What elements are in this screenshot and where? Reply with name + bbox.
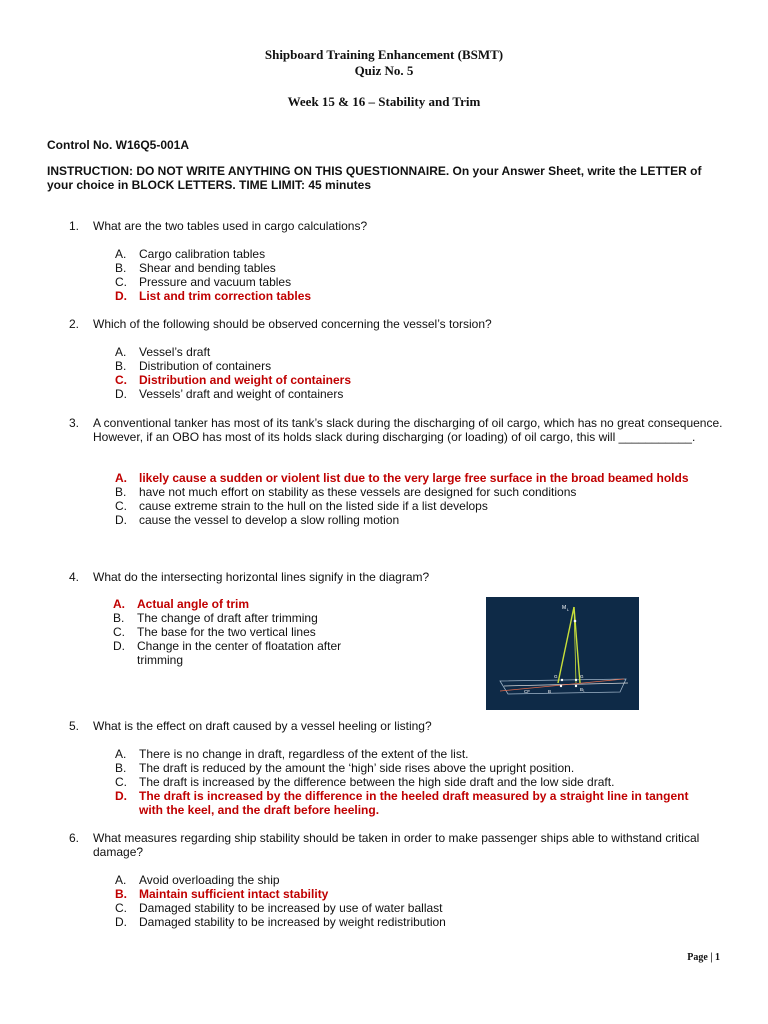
option-b <box>115 261 715 275</box>
option-letter: C. <box>115 275 127 289</box>
option-text: The draft is increased by the difference in the heeled draft measured by a straight line in tangent with the keel, and the draft before heeling. <box>139 789 689 817</box>
question-text: A conventional tanker has most of its tank’s slack during the discharging of oil cargo, which has no great consequence. However, if an OBO has most of its holds slack during discharging (or loading) of oil cargo, this will ___________. <box>93 416 723 444</box>
control-number: Control No. W16Q5-001A <box>47 138 190 152</box>
trim-diagram <box>486 597 639 710</box>
week-topic: Week 15 & 16 – Stability and Trim <box>287 94 481 109</box>
question-2 <box>69 317 729 331</box>
question-number: 4. <box>69 570 80 584</box>
options-6 <box>115 873 715 929</box>
b-point <box>560 685 562 687</box>
m-label: M <box>562 605 567 611</box>
option-text: Vessels’ draft and weight of containers <box>139 387 344 401</box>
metacenter-point <box>574 620 577 623</box>
option-text: The draft is increased by the difference between the high side draft and the low side draft. <box>139 775 615 789</box>
option-letter: B. <box>115 261 127 275</box>
option-letter: D. <box>115 289 127 303</box>
question-1 <box>69 219 729 233</box>
option-d <box>115 387 715 401</box>
option-letter: A. <box>115 471 127 485</box>
option-a-correct <box>113 597 373 611</box>
l-label: L <box>567 608 569 612</box>
option-d <box>113 639 373 667</box>
b-label: B <box>548 689 552 694</box>
option-letter: A. <box>115 747 127 761</box>
option-text: Damaged stability to be increased by weight redistribution <box>139 915 446 929</box>
option-c-correct <box>115 373 715 387</box>
option-letter: B. <box>115 761 127 775</box>
option-letter: B. <box>115 887 127 901</box>
option-letter: C. <box>115 499 127 513</box>
option-c <box>113 625 373 639</box>
option-letter: A. <box>115 873 127 887</box>
g1-label: G <box>580 674 584 679</box>
question-number: 1. <box>69 219 80 233</box>
option-letter: A. <box>113 597 125 611</box>
option-b <box>115 761 715 775</box>
option-text: Avoid overloading the ship <box>139 873 280 887</box>
document-title: Shipboard Training Enhancement (BSMT) <box>264 47 504 62</box>
option-text: have not much effort on stability as these vessels are designed for such conditions <box>139 485 577 499</box>
question-text: What do the intersecting horizontal lines signify in the diagram? <box>93 570 430 584</box>
option-text: Cargo calibration tables <box>139 247 266 261</box>
options-4 <box>113 597 373 667</box>
option-d-correct <box>115 289 715 303</box>
option-letter: D. <box>113 639 125 653</box>
option-text: likely cause a sudden or violent list due to the very large free surface in the broad beamed holds <box>139 471 689 485</box>
question-6 <box>69 831 729 859</box>
g1-point <box>575 679 577 681</box>
option-d <box>115 513 715 527</box>
option-text: Actual angle of trim <box>137 597 250 611</box>
option-text: The base for the two vertical lines <box>137 625 316 639</box>
option-letter: C. <box>115 901 127 915</box>
question-number: 6. <box>69 831 80 845</box>
option-text: The draft is reduced by the amount the ‘high’ side rises above the upright position. <box>139 761 575 775</box>
question-text: What are the two tables used in cargo calculations? <box>93 219 368 233</box>
option-letter: B. <box>115 485 127 499</box>
question-text: What is the effect on draft caused by a vessel heeling or listing? <box>93 719 432 733</box>
options-5 <box>115 747 715 817</box>
b1-label: B₁ <box>580 687 585 692</box>
option-b <box>113 611 373 625</box>
options-3 <box>115 471 715 527</box>
option-b <box>115 359 715 373</box>
question-5 <box>69 719 729 733</box>
option-text: Change in the center of floatation after trimming <box>137 639 342 667</box>
options-1 <box>115 247 715 303</box>
option-a <box>115 345 715 359</box>
cf-label: CF <box>524 689 530 694</box>
option-letter: D. <box>115 513 127 527</box>
question-4 <box>69 570 729 584</box>
option-a <box>115 873 715 887</box>
option-text: Vessel’s draft <box>139 345 211 359</box>
question-number: 5. <box>69 719 80 733</box>
option-a-correct <box>115 471 715 485</box>
g-label: G <box>554 674 558 679</box>
option-letter: B. <box>115 359 127 373</box>
option-text: There is no change in draft, regardless of the extent of the list. <box>139 747 469 761</box>
option-text: Shear and bending tables <box>139 261 276 275</box>
quiz-number: Quiz No. 5 <box>354 63 414 78</box>
option-c <box>115 275 715 289</box>
option-letter: D. <box>115 789 127 803</box>
option-letter: C. <box>115 775 127 789</box>
instruction: INSTRUCTION: DO NOT WRITE ANYTHING ON THIS QUESTIONNAIRE. On your Answer Sheet, write the LETTER of your choice in BLOCK LETTERS. TIME LIMIT: 45 minutes <box>47 164 702 192</box>
option-text: cause the vessel to develop a slow rolling motion <box>139 513 400 527</box>
option-text: The change of draft after trimming <box>137 611 318 625</box>
option-d-correct <box>115 789 715 817</box>
option-letter: B. <box>113 611 125 625</box>
option-letter: C. <box>115 373 127 387</box>
question-text: What measures regarding ship stability should be taken in order to make passenger ships able to withstand critical damage? <box>93 831 700 859</box>
option-letter: D. <box>115 915 127 929</box>
option-text: Distribution and weight of containers <box>139 373 352 387</box>
option-a <box>115 247 715 261</box>
question-number: 3. <box>69 416 80 430</box>
g-point <box>561 679 563 681</box>
option-text: Distribution of containers <box>139 359 272 373</box>
option-b-correct <box>115 887 715 901</box>
option-c <box>115 499 715 513</box>
b1-point <box>575 685 577 687</box>
option-text: Maintain sufficient intact stability <box>139 887 329 901</box>
option-letter: D. <box>115 387 127 401</box>
option-text: List and trim correction tables <box>139 289 312 303</box>
option-text: Damaged stability to be increased by use of water ballast <box>139 901 443 915</box>
option-text: Pressure and vacuum tables <box>139 275 292 289</box>
options-2 <box>115 345 715 401</box>
option-c <box>115 775 715 789</box>
option-c <box>115 901 715 915</box>
option-text: cause extreme strain to the hull on the listed side if a list develops <box>139 499 488 513</box>
option-letter: A. <box>115 247 127 261</box>
option-d <box>115 915 715 929</box>
page-number: Page | 1 <box>687 952 720 963</box>
question-number: 2. <box>69 317 80 331</box>
option-letter: C. <box>113 625 125 639</box>
question-3 <box>69 416 729 444</box>
option-b <box>115 485 715 499</box>
question-text: Which of the following should be observed concerning the vessel’s torsion? <box>93 317 492 331</box>
option-letter: A. <box>115 345 127 359</box>
option-a <box>115 747 715 761</box>
